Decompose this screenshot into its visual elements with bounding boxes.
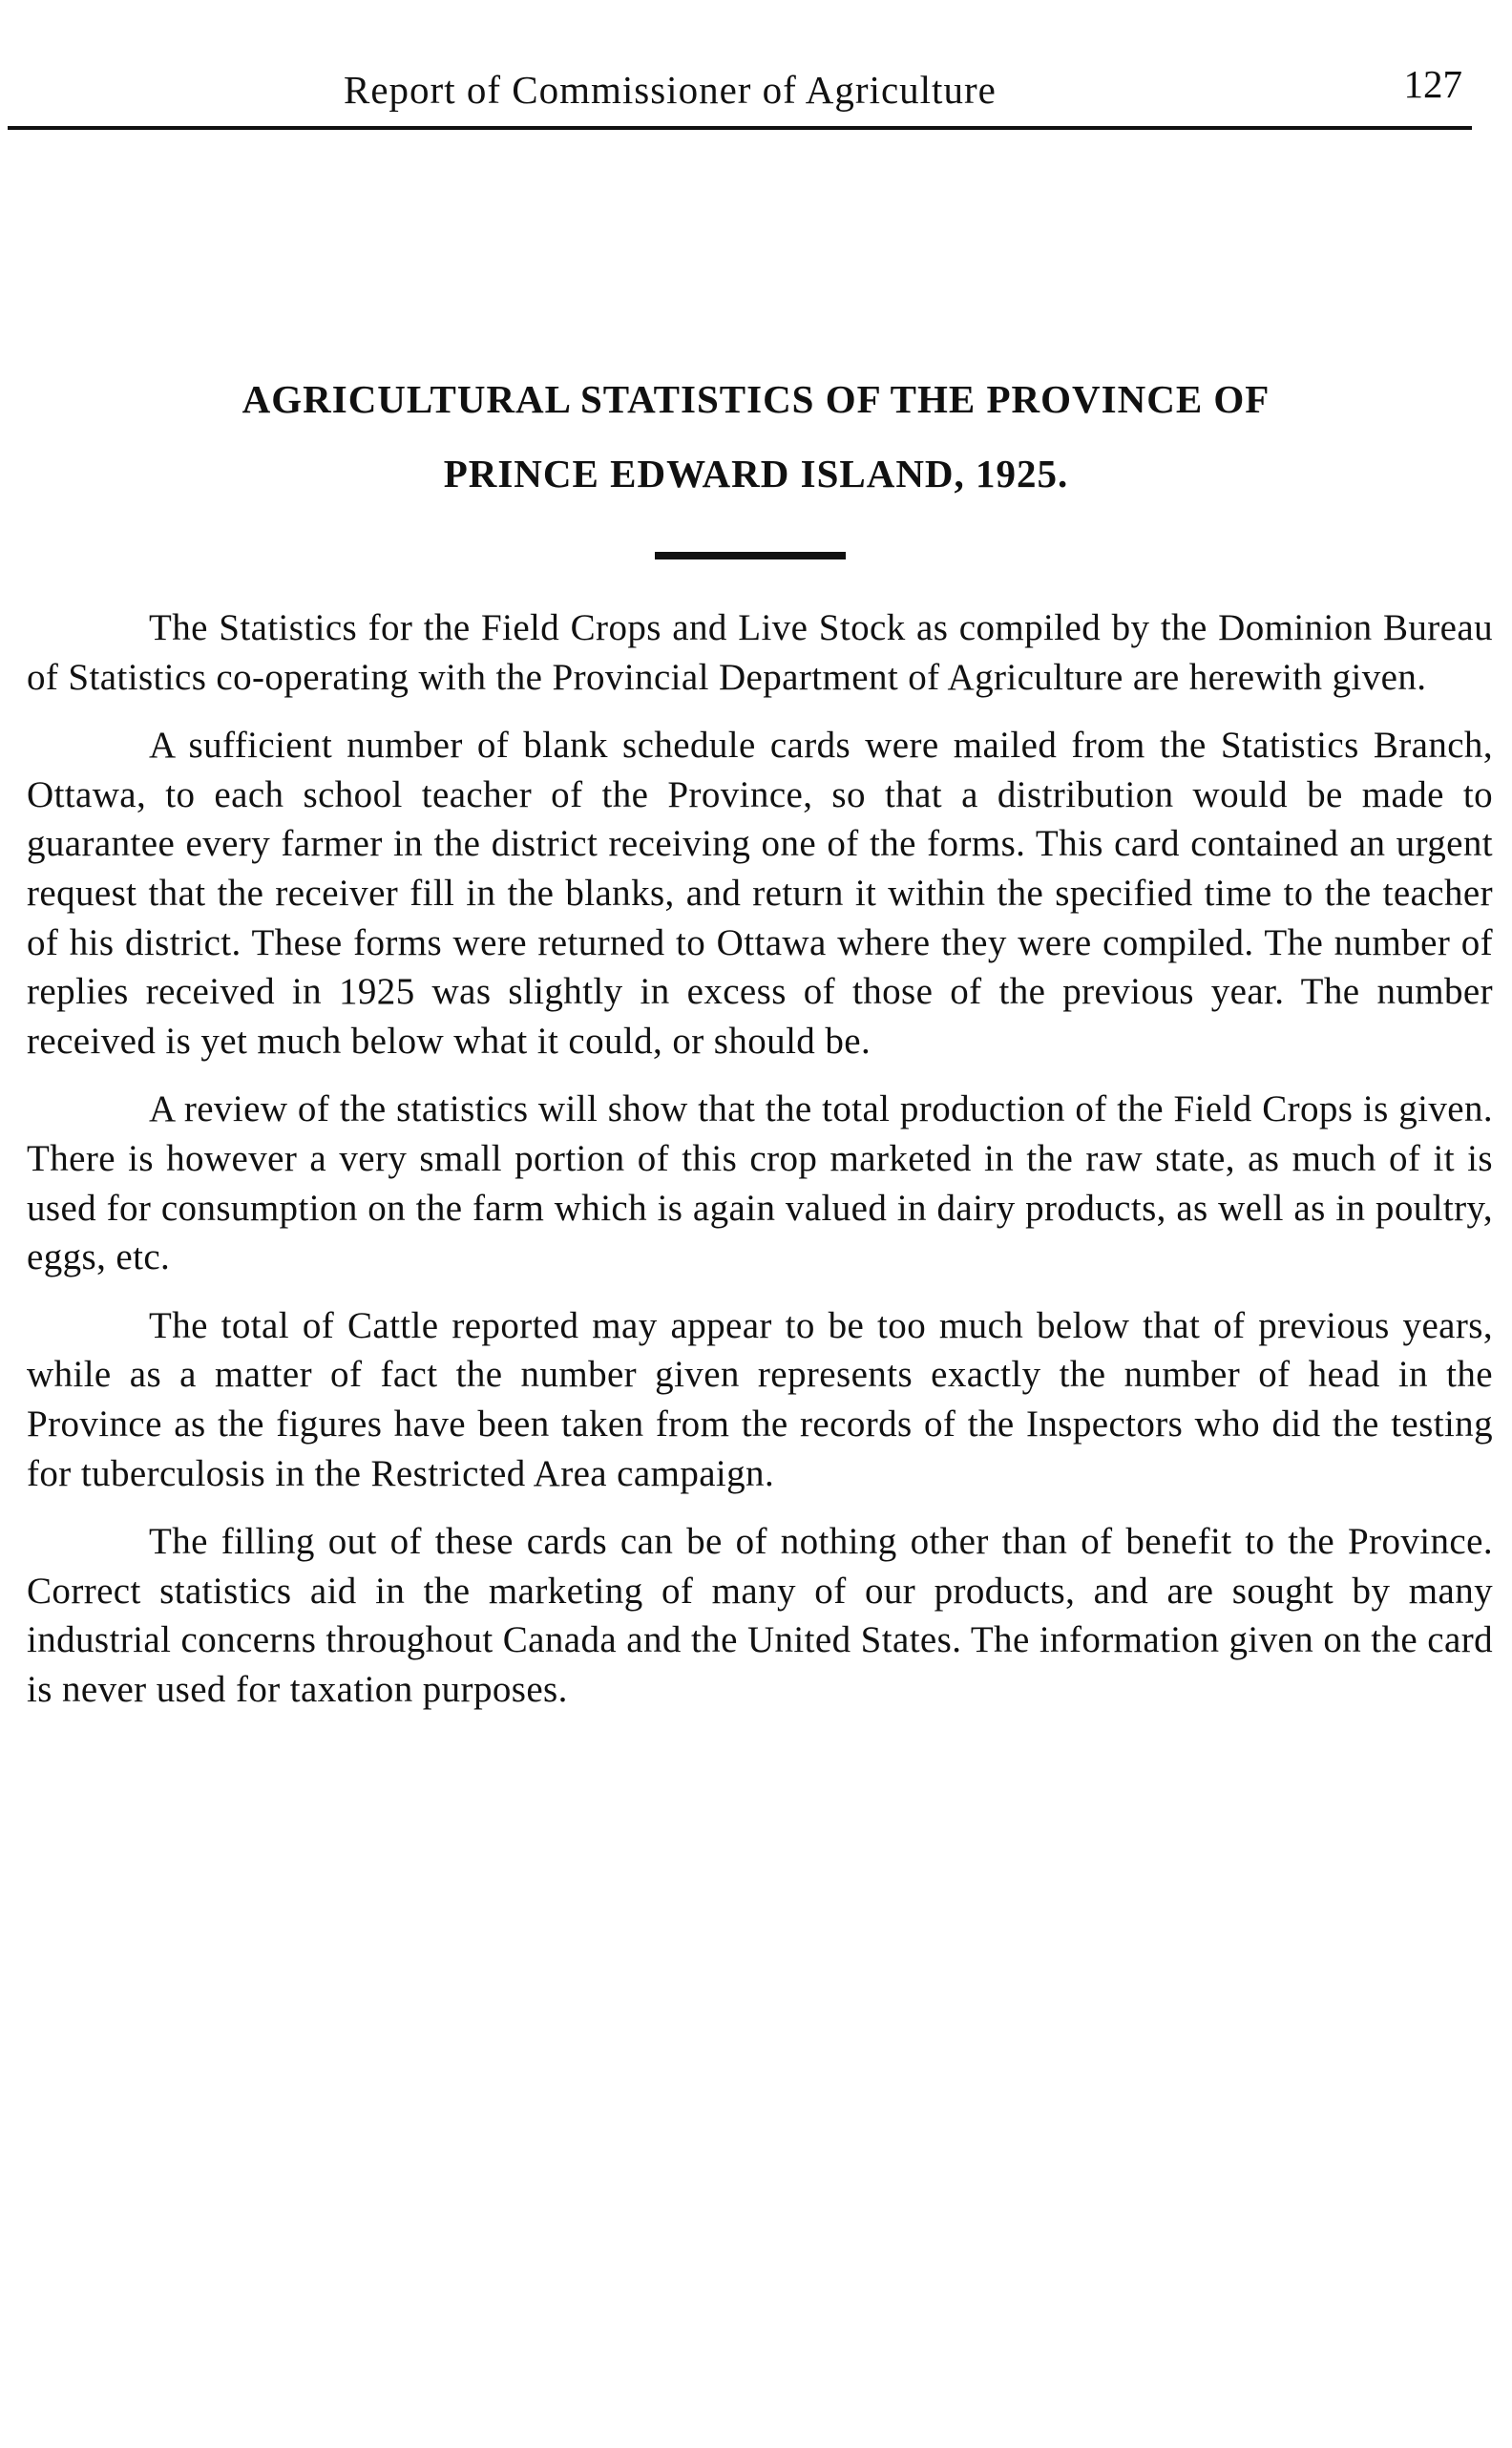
paragraph-cattle: The total of Cattle reported may appear to be too much below that of previous years, while as a matter of fact the number given represents exactly the number of head in the Province as the figures have been taken from the records of the Inspectors who did the testing for tuberculosis in the Restricted Area campaign. <box>27 1304 1493 1494</box>
document-title-line-2: PRINCE EDWARD ISLAND, 1925. <box>443 452 1069 496</box>
paragraph-field-crops: A review of the statistics will show that the total production of the Field Crops is given. There is however a very small portion of this crop marketed in the raw state, as much of it is used for consumption on the farm which is again valued in dairy products, as well as in poultry, eggs, etc. <box>27 1088 1493 1278</box>
title-divider <box>655 552 846 559</box>
document-title-line-1: AGRICULTURAL STATISTICS OF THE PROVINCE OF <box>242 377 1270 421</box>
running-head-title: Report of Commissioner of Agriculture <box>344 68 997 112</box>
running-header <box>8 59 1472 130</box>
paragraph-intro: The Statistics for the Field Crops and Live Stock as compiled by the Dominion Bureau of Statistics co-operating with the Provincial Department of Agriculture are herewith given. <box>27 607 1493 698</box>
paragraph-benefit: The filling out of these cards can be of nothing other than of benefit to the Province. Correct statistics aid in the marketing of many of our products, and are sought by many industrial concerns throughout Canada and the United States. The information given on the card is never used for taxation purposes. <box>27 1521 1493 1710</box>
page-number: 127 <box>1403 62 1462 106</box>
body-text <box>27 603 1493 1714</box>
paragraph-schedule-cards: A sufficient number of blank schedule cards were mailed from the Statistics Branch, Ottawa, to each school teacher of the Province, so that a distribution would be made to guarantee every farmer in the district receiving one of the forms. This card contained an urgent request that the receiver fill in the blanks, and return it within the specified time to the teacher of his district. These forms were returned to Ottawa where they were compiled. The number of replies received in 1925 was slightly in excess of those of the previous year. The number received is yet much below what it could, or should be. <box>27 725 1493 1062</box>
